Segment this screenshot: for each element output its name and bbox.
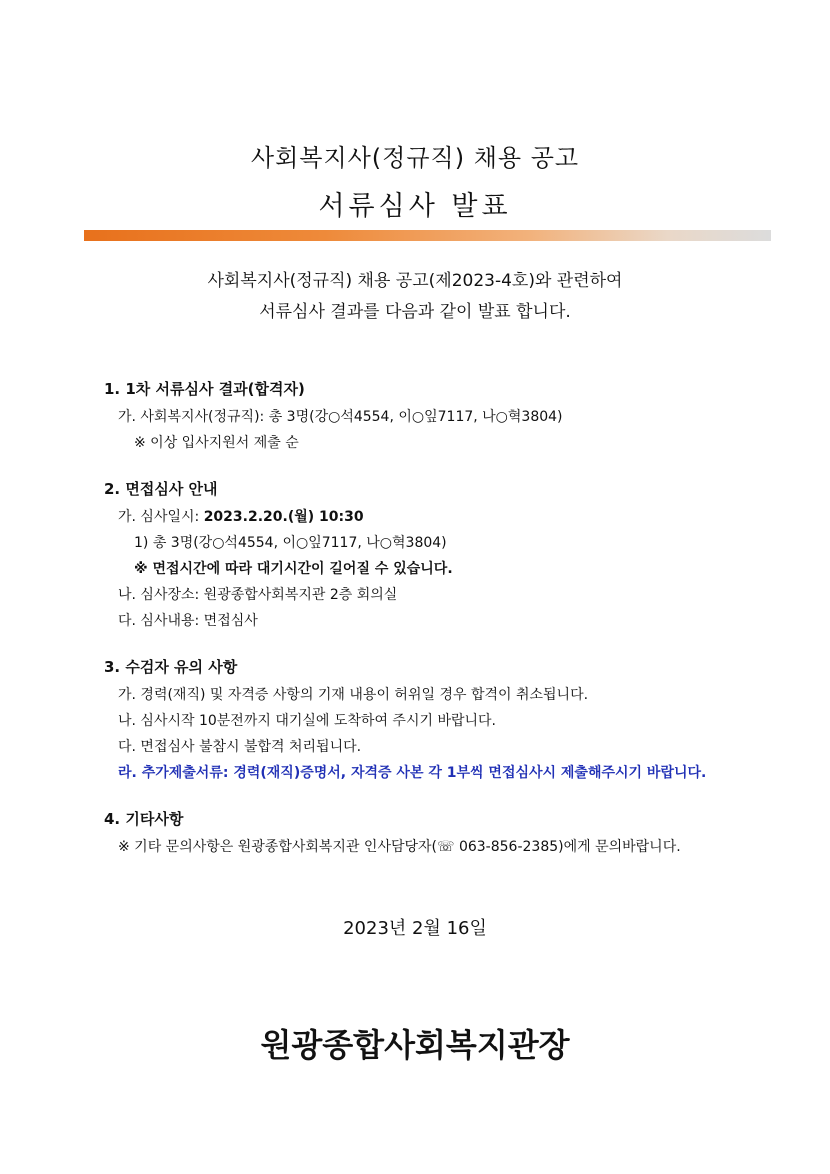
page-subtitle: 서류심사 발표 (318, 191, 512, 222)
section-2-line-4: 다. 심사내용: 면접심사 (118, 613, 258, 629)
section-3 (104, 656, 804, 786)
section-1-note: ※ 이상 입사지원서 제출 순 (134, 435, 299, 451)
section-3-heading: 3. 수검자 유의 사항 (104, 658, 238, 676)
section-3-line-1: 가. 경력(재직) 및 자격증 사항의 기재 내용이 허위일 경우 합격이 취소됩니다. (118, 687, 589, 703)
section-2-line-1 (104, 504, 804, 530)
announcement-date: 2023년 2월 16일 (343, 918, 487, 939)
intro-line-2: 서류심사 결과를 다음과 같이 발표 합니다. (259, 302, 571, 322)
section-4-line-1: ※ 기타 문의사항은 원광종합사회복지관 인사담당자(☏ 063-856-2385)에게 문의바랍니다. (118, 839, 681, 855)
interview-datetime-label: 가. 심사일시: (118, 509, 204, 525)
section-3-line-4-highlight: 라. 추가제출서류: 경력(재직)증명서, 자격증 사본 각 1부씩 면접심사시 제출해주시기 바랍니다. (118, 765, 707, 781)
section-1-heading: 1. 1차 서류심사 결과(합격자) (104, 380, 305, 398)
page-title: 사회복지사(정규직) 채용 공고 (250, 144, 580, 172)
section-2-line-2: 1) 총 3명(강○석4554, 이○잎7117, 나○혁3804) (134, 535, 447, 551)
section-3-line-3: 다. 면접심사 불참시 불합격 처리됩니다. (118, 739, 362, 755)
accent-divider-bar (84, 230, 771, 241)
section-4 (104, 808, 804, 860)
section-2-note: ※ 면접시간에 따라 대기시간이 길어질 수 있습니다. (134, 561, 453, 577)
section-2-heading: 2. 면접심사 안내 (104, 480, 218, 498)
section-2-line-3: 나. 심사장소: 원광종합사회복지관 2층 회의실 (118, 587, 398, 603)
section-1 (104, 378, 804, 456)
section-3-line-2: 나. 심사시작 10분전까지 대기실에 도착하여 주시기 바랍니다. (118, 713, 496, 729)
section-4-heading: 4. 기타사항 (104, 810, 184, 828)
organization-signature: 원광종합사회복지관장 (260, 1026, 570, 1064)
section-2 (104, 478, 804, 634)
section-1-line-1: 가. 사회복지사(정규직): 총 3명(강○석4554, 이○잎7117, 나○혁3804) (118, 409, 563, 425)
interview-datetime-value: 2023.2.20.(월) 10:30 (203, 509, 364, 525)
sections (104, 378, 804, 882)
intro-line-1: 사회복지사(정규직) 채용 공고(제2023-4호)와 관련하여 (207, 271, 623, 291)
intro-text (0, 266, 830, 328)
